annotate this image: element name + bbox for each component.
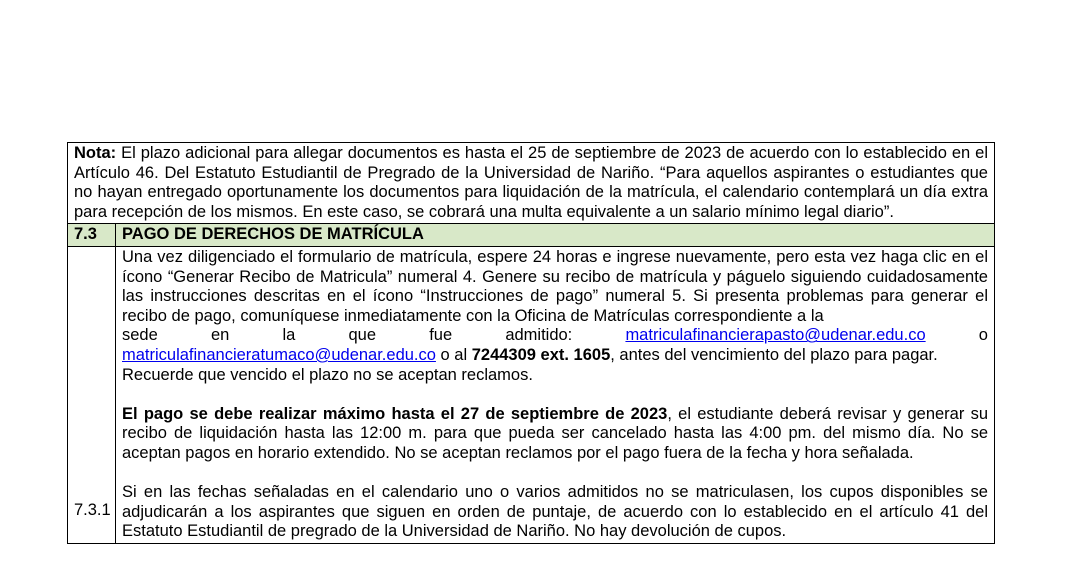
word-la: la	[282, 326, 296, 345]
paragraph-gap-2	[122, 464, 988, 484]
or-al-text: o al	[435, 345, 472, 364]
subsection-number: 7.3.1	[68, 246, 116, 543]
contact-continuation	[122, 346, 988, 385]
instructions-text: Una vez diligenciado el formulario de matrícula, espere 24 horas e ingrese nuevamente, pero esta vez haga clic en el ícono “Generar Recibo de Matricula” numeral 4. Genere su recibo de matrícula y páguelo siguiendo cuidadosamente las instrucciones descritas en el ícono “Instrucciones de pago” numeral 5. Si presenta problemas para generar el recibo de pago, comuníquese inmediatamente con la Oficina de Matrículas correspondiente a la	[122, 247, 988, 325]
paragraph-gap	[122, 385, 988, 405]
quotas-text: Si en las fechas señaladas en el calendario uno o varios admitidos no se matriculasen, los cupos disponibles se adjudicarán a los aspirantes que siguen en orden de puntaje, de acuerdo con lo establecido en el artículo 41 del Estatuto Estudiantil de pregrado de la Universidad de Nariño. No hay devolución de cupos.	[122, 483, 988, 541]
email-pasto-link[interactable]: matriculafinancierapasto@udenar.edu.co	[625, 326, 926, 345]
regulation-table	[67, 142, 995, 544]
word-sede: sede	[122, 326, 158, 345]
word-fue: fue	[429, 326, 453, 345]
paragraph-instructions	[122, 248, 988, 326]
word-que: que	[348, 326, 377, 345]
payment-deadline-bold: El pago se debe realizar máximo hasta el 27 de septiembre de 2023	[122, 404, 668, 423]
paragraph-payment-deadline	[122, 405, 988, 464]
subsection-body	[116, 246, 995, 543]
deadline-text: , antes del vencimiento del plazo para pagar. Recuerde que vencido el plazo no se aceptan reclamos.	[122, 345, 938, 384]
note-cell	[68, 143, 995, 224]
note-text: El plazo adicional para allegar documentos es hasta el 25 de septiembre de 2023 de acuerdo con lo establecido en el Artículo 46. Del Estatuto Estudiantil de Pregrado de la Universidad de Nariño. “Para aquellos aspirantes o estudiantes que no hayan entregado oportunamente los documentos para liquidación de la matrícula, el calendario contemplará un día extra para recepción de los mismos. En este caso, se cobrará una multa equivalente a un salario mínimo legal diario”.	[74, 144, 988, 221]
section-title: PAGO DE DERECHOS DE MATRÍCULA	[116, 224, 995, 247]
word-en: en	[210, 326, 230, 345]
word-o: o	[978, 326, 988, 345]
paragraph-quotas	[122, 483, 988, 542]
section-number: 7.3	[68, 224, 116, 247]
note-row	[68, 143, 995, 224]
contact-line	[122, 326, 988, 346]
section-header-row	[68, 224, 995, 247]
payment-deadline-text: , el estudiante deberá revisar y generar su recibo de liquidación hasta las 12:00 m. para que pueda ser cancelado hasta las 4:00 pm. del mismo día. No se aceptan pagos en horario extendido. No se aceptan reclamos por el pago fuera de la fecha y hora señalada.	[122, 404, 989, 462]
note-label: Nota:	[74, 144, 117, 162]
email-tumaco-link[interactable]: matriculafinancieratumaco@udenar.edu.co	[122, 345, 436, 364]
word-admitido: admitido:	[505, 326, 573, 345]
phone-number: 7244309 ext. 1605	[471, 345, 611, 364]
subsection-row	[68, 246, 995, 543]
